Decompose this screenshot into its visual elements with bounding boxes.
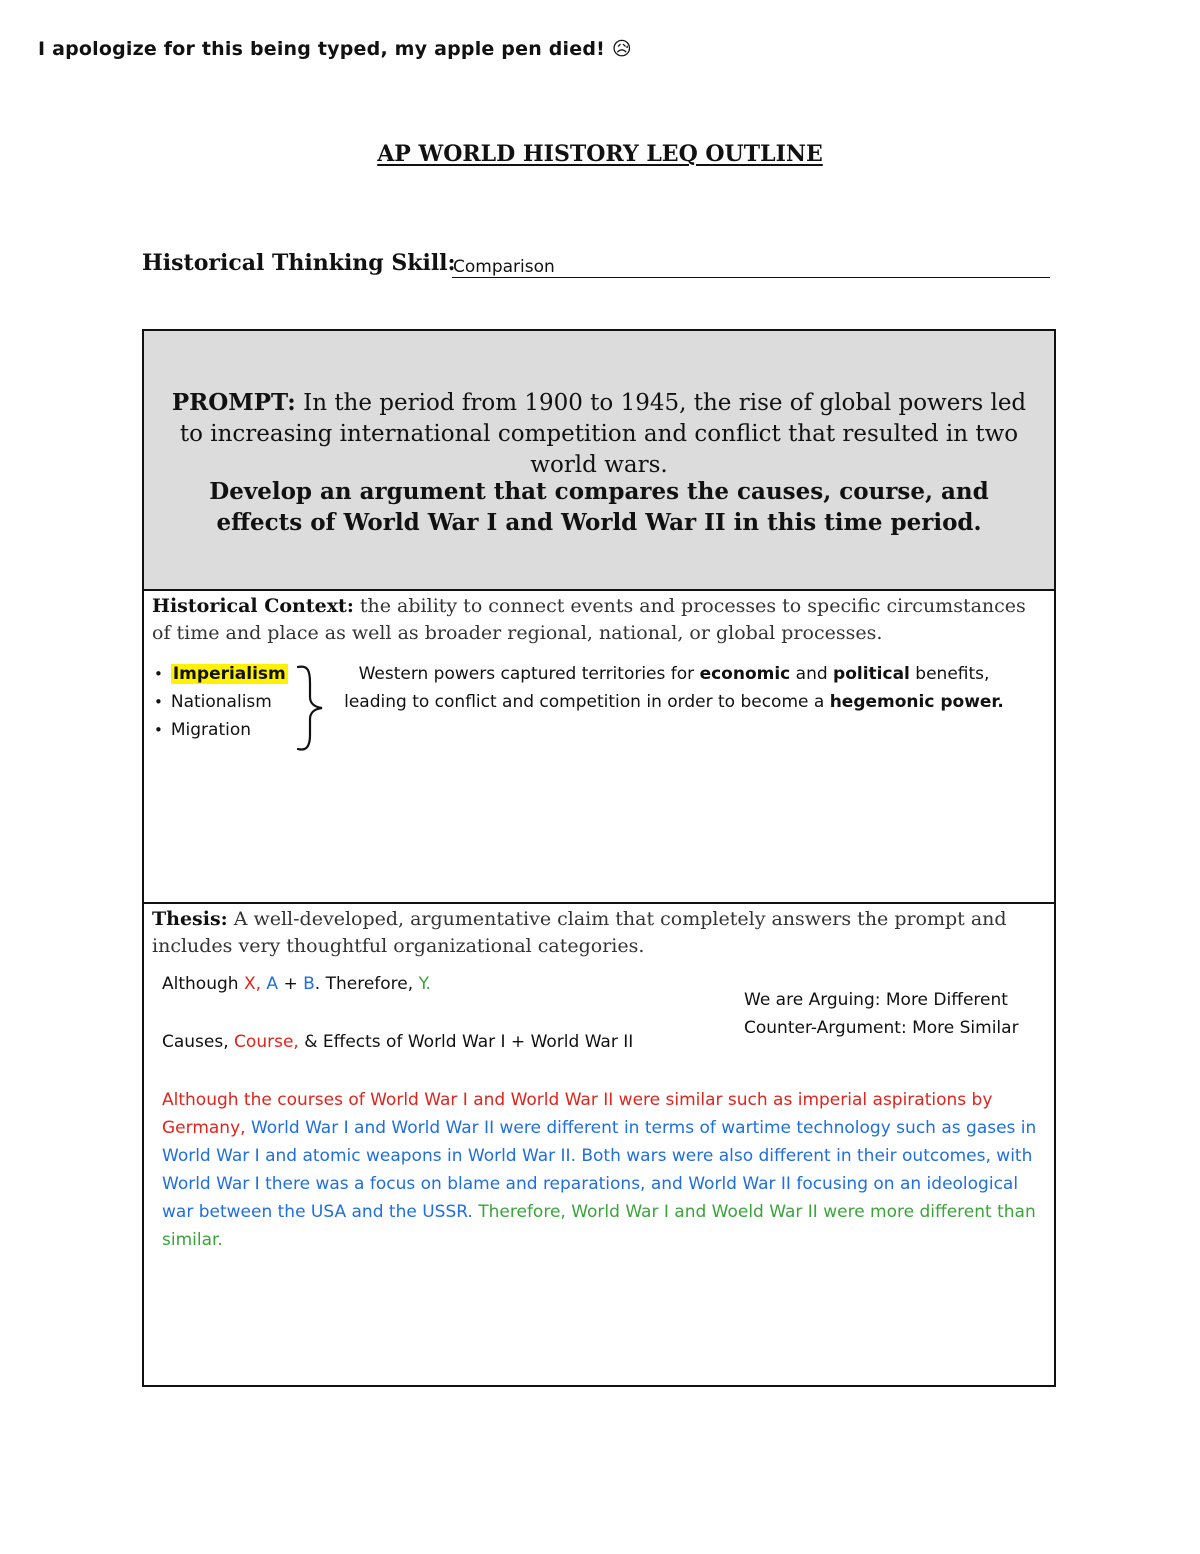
thesis-evidence: World War I and World War II were different in terms of wartime technology such as gases in World War I and atomic weapons in World War II. Both wars were also different in their outcomes, with World War I there was a focus on blame and reparations, and World War II focusing on an ideological war between the USA and the USSR.	[162, 1118, 1037, 1222]
list-item	[154, 716, 288, 744]
page-title: AP WORLD HISTORY LEQ OUTLINE	[377, 141, 823, 167]
explain-text-3: benefits, leading to conflict and competition in order to become a	[344, 664, 990, 712]
arguing-position: We are Arguing: More Different	[744, 990, 1008, 1010]
context-definition	[152, 593, 1030, 647]
prompt-body: In the period from 1900 to 1945, the rise of global powers led to increasing international competition and conflict that resulted in two world wars.	[179, 390, 1027, 478]
prompt-section	[144, 331, 1054, 591]
thesis-formula	[162, 974, 431, 994]
prompt-text	[164, 387, 1034, 481]
thesis-conclusion: Therefore, World War I and Woeld War II were more different than similar.	[162, 1202, 1036, 1250]
counter-argument: Counter-Argument: More Similar	[744, 1018, 1019, 1038]
skill-underline	[452, 277, 1050, 278]
formula-text-2: . Therefore,	[314, 974, 419, 994]
context-factor-list	[154, 660, 288, 744]
explain-bold-hegemonic: hegemonic power	[829, 692, 998, 712]
context-label: Historical Context:	[152, 595, 354, 617]
categories-effects: & Effects of World War I + World War II	[298, 1032, 634, 1052]
argument-stance	[744, 986, 1019, 1042]
explain-bold-economic: economic	[699, 664, 791, 684]
thesis-label: Thesis:	[152, 908, 228, 930]
context-definition-text: the ability to connect events and processes to specific circumstances of time and place as well as broader regional, national, or global processes.	[152, 595, 1026, 644]
skill-row	[142, 250, 1050, 280]
formula-x: X,	[243, 974, 261, 994]
skill-value: Comparison	[453, 257, 555, 277]
list-item	[154, 688, 288, 716]
skill-label: Historical Thinking Skill:	[142, 250, 456, 276]
thesis-counter-claim: Although the courses of World War I and World War II were similar such as imperial aspirations by Germany,	[162, 1090, 993, 1138]
factor-imperialism: Imperialism	[172, 664, 286, 684]
formula-a: A	[266, 974, 279, 994]
thesis-categories	[162, 1032, 633, 1052]
thesis-definition	[152, 906, 1030, 960]
thesis-statement	[162, 1086, 1042, 1254]
list-item	[154, 660, 288, 688]
context-explanation	[344, 660, 1004, 716]
formula-text-1: Although	[162, 974, 244, 994]
thesis-section	[144, 902, 1054, 1385]
explain-text-1: Western powers captured territories for	[358, 664, 700, 684]
formula-plus: +	[278, 974, 304, 994]
formula-y: Y.	[418, 974, 431, 994]
formula-b: B	[303, 974, 315, 994]
categories-course: Course,	[234, 1032, 299, 1052]
apology-note	[38, 38, 632, 60]
sad-face-icon: 😥	[611, 38, 632, 60]
explain-text-2: and	[790, 664, 834, 684]
historical-context-section	[144, 589, 1054, 904]
prompt-label: PROMPT:	[171, 389, 296, 416]
prompt-task: Develop an argument that compares the causes, course, and effects of World War I and World War II in this time period.	[209, 478, 989, 536]
explain-period: .	[997, 692, 1004, 712]
right-curly-brace-icon	[294, 663, 328, 753]
outline-table	[142, 329, 1056, 1387]
explain-bold-political: political	[833, 664, 910, 684]
categories-causes: Causes,	[162, 1032, 235, 1052]
factor-nationalism: Nationalism	[170, 692, 272, 712]
factor-migration: Migration	[170, 720, 252, 740]
apology-text: I apologize for this being typed, my apple pen died!	[38, 38, 606, 60]
thesis-definition-text: A well-developed, argumentative claim that completely answers the prompt and includes very thoughtful organizational categories.	[152, 908, 1007, 957]
